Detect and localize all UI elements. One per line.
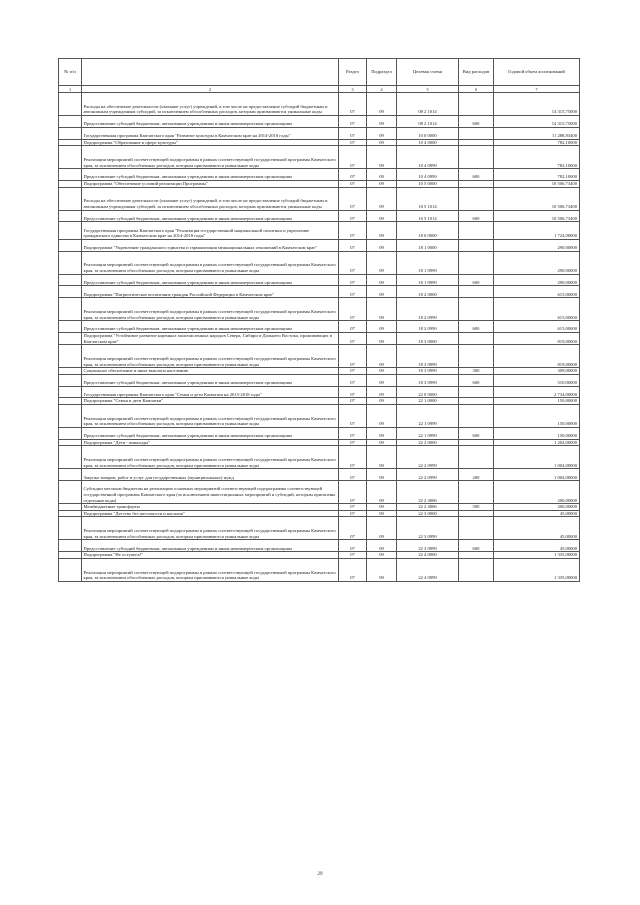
table-row: [59, 298, 580, 321]
row-subsection-cell: 09: [367, 239, 397, 251]
table-row: [59, 504, 580, 511]
row-name-cell: Подпрограмма "Дети - инвалиды": [82, 439, 339, 446]
row-number-cell: [59, 398, 82, 405]
row-subsection-cell: 09: [367, 146, 397, 169]
row-subsection-cell: 09: [367, 222, 397, 239]
row-expense-type-cell: [459, 239, 494, 251]
col-number-7: 7: [494, 86, 580, 93]
row-section-cell: 07: [339, 251, 367, 274]
row-subsection-cell: 09: [367, 93, 397, 116]
row-target-article-cell: 10 4 0999: [397, 169, 459, 181]
row-section-cell: 07: [339, 321, 367, 333]
row-amount-cell: 14 315,75000: [494, 93, 580, 116]
row-number-cell: [59, 210, 82, 222]
row-subsection-cell: 09: [367, 210, 397, 222]
row-amount-cell: 10 506,73400: [494, 210, 580, 222]
row-expense-type-cell: [459, 139, 494, 146]
row-subsection-cell: 09: [367, 180, 397, 187]
row-number-cell: [59, 93, 82, 116]
row-subsection-cell: 09: [367, 446, 397, 469]
row-amount-cell: 150,00000: [494, 404, 580, 427]
row-section-cell: 07: [339, 552, 367, 559]
row-target-article-cell: 18 3 0999: [397, 368, 459, 375]
row-section-cell: 07: [339, 386, 367, 398]
row-section-cell: 07: [339, 93, 367, 116]
table-row: [59, 481, 580, 504]
row-section-cell: 07: [339, 116, 367, 128]
row-section-cell: 07: [339, 222, 367, 239]
row-section-cell: 07: [339, 504, 367, 511]
row-subsection-cell: 09: [367, 540, 397, 552]
row-amount-cell: 200,00000: [494, 504, 580, 511]
row-section-cell: 07: [339, 146, 367, 169]
row-expense-type-cell: [459, 446, 494, 469]
row-name-cell: Подпрограмма "Патриотическое воспитание граждан Российской Федерации в Камчатском крае": [82, 286, 339, 298]
table-row: [59, 510, 580, 517]
row-section-cell: 07: [339, 210, 367, 222]
row-section-cell: 07: [339, 398, 367, 405]
table-row: [59, 469, 580, 481]
row-section-cell: 07: [339, 127, 367, 139]
row-name-cell: Расходы на обеспечение деятельности (оказание услуг) учреждений, в том числе на предоставление субсидий бюджетным и автономным учреждениям субсидий, за исключением обособленных расходов, которым присваиваются уникальные коды: [82, 187, 339, 210]
row-expense-type-cell: [459, 127, 494, 139]
header-target-article: Целевая статья: [397, 59, 459, 86]
row-amount-cell: 10 506,73400: [494, 180, 580, 187]
row-number-cell: [59, 517, 82, 540]
row-amount-cell: 14 315,75000: [494, 116, 580, 128]
row-number-cell: [59, 239, 82, 251]
header-number-row: [59, 86, 580, 93]
row-expense-type-cell: [459, 251, 494, 274]
table-row: [59, 210, 580, 222]
row-name-cell: Государственная программа Камчатского края "Реализация государственной национальной политики и укрепление гражданского единства в Камчатском крае на 2014-2018 годы": [82, 222, 339, 239]
row-expense-type-cell: [459, 398, 494, 405]
table-row: [59, 251, 580, 274]
row-amount-cell: 2 734,00000: [494, 386, 580, 398]
row-name-cell: Предоставление субсидий бюджетным, автономным учреждениям и иным некоммерческим организациям: [82, 540, 339, 552]
row-number-cell: [59, 374, 82, 386]
row-subsection-cell: 09: [367, 332, 397, 344]
row-subsection-cell: 09: [367, 274, 397, 286]
row-expense-type-cell: [459, 332, 494, 344]
row-subsection-cell: 09: [367, 386, 397, 398]
row-expense-type-cell: 500: [459, 504, 494, 511]
row-number-cell: [59, 439, 82, 446]
row-target-article-cell: 10 4 0000: [397, 139, 459, 146]
table-row: [59, 427, 580, 439]
row-number-cell: [59, 345, 82, 368]
table-row: [59, 558, 580, 581]
row-number-cell: [59, 446, 82, 469]
row-target-article-cell: 08 2 1014: [397, 116, 459, 128]
row-section-cell: 07: [339, 180, 367, 187]
table-body: [59, 93, 580, 582]
row-subsection-cell: 09: [367, 127, 397, 139]
row-number-cell: [59, 187, 82, 210]
row-number-cell: [59, 404, 82, 427]
row-number-cell: [59, 368, 82, 375]
row-expense-type-cell: 600: [459, 274, 494, 286]
row-amount-cell: 1 004,00000: [494, 469, 580, 481]
row-amount-cell: 45,00000: [494, 510, 580, 517]
row-target-article-cell: 18 3 0000: [397, 332, 459, 344]
row-target-article-cell: 18 2 0000: [397, 286, 459, 298]
row-expense-type-cell: [459, 552, 494, 559]
table-row: [59, 368, 580, 375]
row-section-cell: 07: [339, 469, 367, 481]
row-target-article-cell: 22 3 0000: [397, 510, 459, 517]
col-number-3: 3: [339, 86, 367, 93]
row-amount-cell: 290,00000: [494, 274, 580, 286]
row-name-cell: Предоставление субсидий бюджетным, автономным учреждениям и иным некоммерческим организациям: [82, 321, 339, 333]
header-name: [82, 59, 339, 86]
row-amount-cell: 615,00000: [494, 298, 580, 321]
row-section-cell: 07: [339, 345, 367, 368]
col-number-2: 2: [82, 86, 339, 93]
row-subsection-cell: 09: [367, 368, 397, 375]
row-expense-type-cell: [459, 510, 494, 517]
row-amount-cell: 150,00000: [494, 398, 580, 405]
row-amount-cell: 819,00000: [494, 332, 580, 344]
table-row: [59, 345, 580, 368]
table-row: [59, 169, 580, 181]
row-number-cell: [59, 504, 82, 511]
row-amount-cell: 1 204,00000: [494, 439, 580, 446]
row-name-cell: Подпрограмма "Укрепление гражданского единства и гармонизация межнациональных отношений в Камчатском крае": [82, 239, 339, 251]
row-amount-cell: 615,00000: [494, 286, 580, 298]
row-name-cell: Межбюджетные трансферты: [82, 504, 339, 511]
row-amount-cell: 782,10000: [494, 139, 580, 146]
row-target-article-cell: 08 2 1014: [397, 93, 459, 116]
row-name-cell: Реализация мероприятий соответствующей подпрограммы в рамках соответствующей государственной программы Камчатского края, за исключением обособленных расходов, которым присваиваются уникальные коды: [82, 446, 339, 469]
row-target-article-cell: 10 5 1014: [397, 210, 459, 222]
row-number-cell: [59, 481, 82, 504]
row-number-cell: [59, 332, 82, 344]
row-section-cell: 07: [339, 404, 367, 427]
row-name-cell: Социальное обеспечение и иные выплаты населению: [82, 368, 339, 375]
row-amount-cell: 200,00000: [494, 481, 580, 504]
row-section-cell: 07: [339, 332, 367, 344]
row-name-cell: Государственная программа Камчатского края "Развитие культуры в Камчатском крае на 2014-2018 годы": [82, 127, 339, 139]
row-section-cell: 07: [339, 368, 367, 375]
row-target-article-cell: 22 2 4006: [397, 504, 459, 511]
row-expense-type-cell: [459, 481, 494, 504]
row-section-cell: 07: [339, 274, 367, 286]
row-name-cell: Закупка товаров, работ и услуг для государственных (муниципальных) нужд: [82, 469, 339, 481]
row-section-cell: 07: [339, 239, 367, 251]
row-subsection-cell: 09: [367, 345, 397, 368]
row-name-cell: Реализация мероприятий соответствующей подпрограммы в рамках соответствующей государственной программы Камчатского края, за исключением обособленных расходов, которым присваиваются уникальные коды: [82, 558, 339, 581]
header-subsection: Подраздел: [367, 59, 397, 86]
row-target-article-cell: 22 2 0999: [397, 446, 459, 469]
row-section-cell: 07: [339, 286, 367, 298]
row-amount-cell: 1 004,00000: [494, 446, 580, 469]
row-expense-type-cell: [459, 146, 494, 169]
row-number-cell: [59, 146, 82, 169]
row-section-cell: 07: [339, 517, 367, 540]
table-row: [59, 517, 580, 540]
row-number-cell: [59, 558, 82, 581]
table-row: [59, 398, 580, 405]
row-subsection-cell: 09: [367, 139, 397, 146]
row-amount-cell: 290,00000: [494, 251, 580, 274]
header-annual-amount: Годовой объем ассигнований: [494, 59, 580, 86]
row-amount-cell: 11 288,83400: [494, 127, 580, 139]
row-subsection-cell: 09: [367, 251, 397, 274]
row-name-cell: Реализация мероприятий соответствующей подпрограммы в рамках соответствующей государственной программы Камчатского края, за исключением обособленных расходов, которым присваиваются уникальные коды: [82, 404, 339, 427]
row-expense-type-cell: [459, 298, 494, 321]
row-section-cell: 07: [339, 298, 367, 321]
row-subsection-cell: 09: [367, 504, 397, 511]
row-expense-type-cell: 600: [459, 374, 494, 386]
row-name-cell: Расходы на обеспечение деятельности (оказание услуг) учреждений, в том числе на предоставление субсидий бюджетным и автономным учреждениям субсидий, за исключением обособленных расходов, которым присваиваются уникальные коды: [82, 93, 339, 116]
row-expense-type-cell: [459, 222, 494, 239]
row-expense-type-cell: [459, 404, 494, 427]
row-subsection-cell: 09: [367, 298, 397, 321]
row-target-article-cell: 22 2 0999: [397, 469, 459, 481]
table-row: [59, 446, 580, 469]
row-name-cell: Реализация мероприятий соответствующей подпрограммы в рамках соответствующей государственной программы Камчатского края, за исключением обособленных расходов, которым присваиваются уникальные коды: [82, 345, 339, 368]
row-section-cell: 07: [339, 558, 367, 581]
row-name-cell: Подпрограмма "Не оступись!": [82, 552, 339, 559]
row-target-article-cell: 18 1 0999: [397, 274, 459, 286]
row-number-cell: [59, 180, 82, 187]
row-name-cell: Подпрограмма "Обеспечение условий реализации Программы": [82, 180, 339, 187]
row-expense-type-cell: [459, 558, 494, 581]
table-row: [59, 332, 580, 344]
col-number-4: 4: [367, 86, 397, 93]
row-expense-type-cell: [459, 93, 494, 116]
row-expense-type-cell: 600: [459, 169, 494, 181]
row-number-cell: [59, 321, 82, 333]
row-name-cell: Подпрограмма "Устойчивое развитие коренных малочисленных народов Севера, Сибири и Дальнего Востока, проживающих в Камчатском крае": [82, 332, 339, 344]
row-name-cell: Реализация мероприятий соответствующей подпрограммы в рамках соответствующей государственной программы Камчатского края, за исключением обособленных расходов, которым присваиваются уникальные коды: [82, 298, 339, 321]
row-expense-type-cell: [459, 187, 494, 210]
row-target-article-cell: 18 1 0000: [397, 239, 459, 251]
table-row: [59, 404, 580, 427]
row-target-article-cell: 22 1 0999: [397, 404, 459, 427]
row-subsection-cell: 09: [367, 552, 397, 559]
row-subsection-cell: 09: [367, 481, 397, 504]
row-subsection-cell: 09: [367, 187, 397, 210]
row-subsection-cell: 09: [367, 169, 397, 181]
row-target-article-cell: 22 3 0999: [397, 540, 459, 552]
row-target-article-cell: 18 2 0999: [397, 298, 459, 321]
row-name-cell: Предоставление субсидий бюджетным, автономным учреждениям и иным некоммерческим организациям: [82, 274, 339, 286]
row-amount-cell: 290,00000: [494, 239, 580, 251]
table-row: [59, 540, 580, 552]
row-section-cell: 07: [339, 446, 367, 469]
row-subsection-cell: 09: [367, 116, 397, 128]
table-row: [59, 321, 580, 333]
row-amount-cell: 1 724,00000: [494, 222, 580, 239]
row-amount-cell: 615,00000: [494, 321, 580, 333]
row-target-article-cell: 18 1 0999: [397, 251, 459, 274]
row-number-cell: [59, 427, 82, 439]
row-target-article-cell: 18 2 0999: [397, 321, 459, 333]
row-subsection-cell: 09: [367, 469, 397, 481]
row-expense-type-cell: [459, 286, 494, 298]
row-target-article-cell: 10 0 0000: [397, 127, 459, 139]
row-expense-type-cell: 300: [459, 368, 494, 375]
row-name-cell: Субсидии местным бюджетам на реализацию основных мероприятий соответствующей подпрограммы соответствующей государственной программы Камчатского края (за исключением инвестиционных мероприятий и субсидий, которым присвоены отдельные коды): [82, 481, 339, 504]
row-amount-cell: 45,00000: [494, 540, 580, 552]
row-section-cell: 07: [339, 481, 367, 504]
row-section-cell: 07: [339, 139, 367, 146]
row-target-article-cell: 22 0 0000: [397, 386, 459, 398]
row-target-article-cell: 10 4 0999: [397, 146, 459, 169]
table-row: [59, 552, 580, 559]
row-section-cell: 07: [339, 374, 367, 386]
row-name-cell: Подпрограмма "Образование в сфере культуры": [82, 139, 339, 146]
row-number-cell: [59, 552, 82, 559]
row-target-article-cell: 10 5 1014: [397, 187, 459, 210]
table-row: [59, 222, 580, 239]
row-target-article-cell: 22 2 0000: [397, 439, 459, 446]
row-number-cell: [59, 116, 82, 128]
page-number: 29: [317, 872, 323, 877]
row-number-cell: [59, 169, 82, 181]
row-subsection-cell: 09: [367, 374, 397, 386]
row-target-article-cell: 10 5 0000: [397, 180, 459, 187]
row-subsection-cell: 09: [367, 439, 397, 446]
row-subsection-cell: 09: [367, 510, 397, 517]
row-name-cell: Предоставление субсидий бюджетным, автономным учреждениям и иным некоммерческим организациям: [82, 374, 339, 386]
table-row: [59, 374, 580, 386]
row-number-cell: [59, 222, 82, 239]
table-header: [59, 59, 580, 93]
table-row: [59, 187, 580, 210]
row-expense-type-cell: [459, 439, 494, 446]
row-amount-cell: 819,00000: [494, 345, 580, 368]
budget-table: [58, 58, 580, 582]
budget-table-sheet: [58, 58, 579, 582]
row-subsection-cell: 09: [367, 404, 397, 427]
table-row: [59, 239, 580, 251]
row-name-cell: Реализация мероприятий соответствующей подпрограммы в рамках соответствующей государственной программы Камчатского края, за исключением обособленных расходов, которым присваиваются уникальные коды: [82, 251, 339, 274]
row-amount-cell: 782,10000: [494, 169, 580, 181]
table-row: [59, 180, 580, 187]
row-expense-type-cell: 200: [459, 469, 494, 481]
row-expense-type-cell: 600: [459, 427, 494, 439]
row-amount-cell: 1 335,00000: [494, 558, 580, 581]
row-number-cell: [59, 540, 82, 552]
row-expense-type-cell: 600: [459, 540, 494, 552]
row-target-article-cell: 22 4 0999: [397, 558, 459, 581]
row-amount-cell: 10 506,73400: [494, 187, 580, 210]
row-number-cell: [59, 127, 82, 139]
table-row: [59, 127, 580, 139]
row-expense-type-cell: [459, 517, 494, 540]
row-name-cell: Предоставление субсидий бюджетным, автономным учреждениям и иным некоммерческим организациям: [82, 116, 339, 128]
row-name-cell: Предоставление субсидий бюджетным, автономным учреждениям и иным некоммерческим организациям: [82, 210, 339, 222]
row-amount-cell: 510,00000: [494, 374, 580, 386]
table-row: [59, 93, 580, 116]
row-amount-cell: 782,10000: [494, 146, 580, 169]
row-amount-cell: 45,00000: [494, 517, 580, 540]
table-row: [59, 274, 580, 286]
table-row: [59, 116, 580, 128]
row-number-cell: [59, 251, 82, 274]
table-row: [59, 286, 580, 298]
col-number-1: 1: [59, 86, 82, 93]
row-number-cell: [59, 139, 82, 146]
table-row: [59, 439, 580, 446]
header-number: № п/п: [59, 59, 82, 86]
col-number-5: 5: [397, 86, 459, 93]
row-section-cell: 07: [339, 510, 367, 517]
row-subsection-cell: 09: [367, 321, 397, 333]
row-name-cell: Подпрограмма "Детство без жестокости и насилия": [82, 510, 339, 517]
header-expense-type: Вид расходов: [459, 59, 494, 86]
row-number-cell: [59, 286, 82, 298]
row-name-cell: Предоставление субсидий бюджетным, автономным учреждениям и иным некоммерческим организациям: [82, 427, 339, 439]
row-target-article-cell: 22 3 0999: [397, 517, 459, 540]
row-number-cell: [59, 510, 82, 517]
row-number-cell: [59, 386, 82, 398]
row-target-article-cell: 18 3 0999: [397, 345, 459, 368]
row-section-cell: 07: [339, 187, 367, 210]
row-name-cell: Государственная программа Камчатского края "Семья и дети Камчатки на 2015-2018 годы": [82, 386, 339, 398]
row-amount-cell: 1 335,00000: [494, 552, 580, 559]
row-amount-cell: 150,00000: [494, 427, 580, 439]
table-row: [59, 386, 580, 398]
row-section-cell: 07: [339, 427, 367, 439]
row-target-article-cell: 22 2 4006: [397, 481, 459, 504]
row-expense-type-cell: 600: [459, 210, 494, 222]
row-section-cell: 07: [339, 169, 367, 181]
row-subsection-cell: 09: [367, 558, 397, 581]
row-expense-type-cell: 600: [459, 116, 494, 128]
row-target-article-cell: 18 3 0999: [397, 374, 459, 386]
row-expense-type-cell: [459, 386, 494, 398]
row-expense-type-cell: 600: [459, 321, 494, 333]
row-name-cell: Предоставление субсидий бюджетным, автономным учреждениям и иным некоммерческим организациям: [82, 169, 339, 181]
row-number-cell: [59, 298, 82, 321]
row-section-cell: 07: [339, 439, 367, 446]
row-name-cell: Реализация мероприятий соответствующей подпрограммы в рамках соответствующей государственной программы Камчатского края, за исключением обособленных расходов, которым присваиваются уникальные коды: [82, 517, 339, 540]
row-subsection-cell: 09: [367, 286, 397, 298]
row-subsection-cell: 09: [367, 398, 397, 405]
col-number-6: 6: [459, 86, 494, 93]
row-section-cell: 07: [339, 540, 367, 552]
row-number-cell: [59, 469, 82, 481]
row-subsection-cell: 09: [367, 517, 397, 540]
row-target-article-cell: 22 1 0999: [397, 427, 459, 439]
row-amount-cell: 309,00000: [494, 368, 580, 375]
row-target-article-cell: 22 1 0000: [397, 398, 459, 405]
table-row: [59, 139, 580, 146]
table-row: [59, 146, 580, 169]
row-name-cell: Реализация мероприятий соответствующей подпрограммы в рамках соответствующей государственной программы Камчатского края, за исключением обособленных расходов, которым присваиваются уникальные коды: [82, 146, 339, 169]
row-target-article-cell: 18 0 0000: [397, 222, 459, 239]
row-target-article-cell: 22 4 0000: [397, 552, 459, 559]
row-number-cell: [59, 274, 82, 286]
row-expense-type-cell: [459, 345, 494, 368]
row-name-cell: Подпрограмма "Семья и дети Камчатки": [82, 398, 339, 405]
row-expense-type-cell: [459, 180, 494, 187]
row-subsection-cell: 09: [367, 427, 397, 439]
header-section: Раздел: [339, 59, 367, 86]
